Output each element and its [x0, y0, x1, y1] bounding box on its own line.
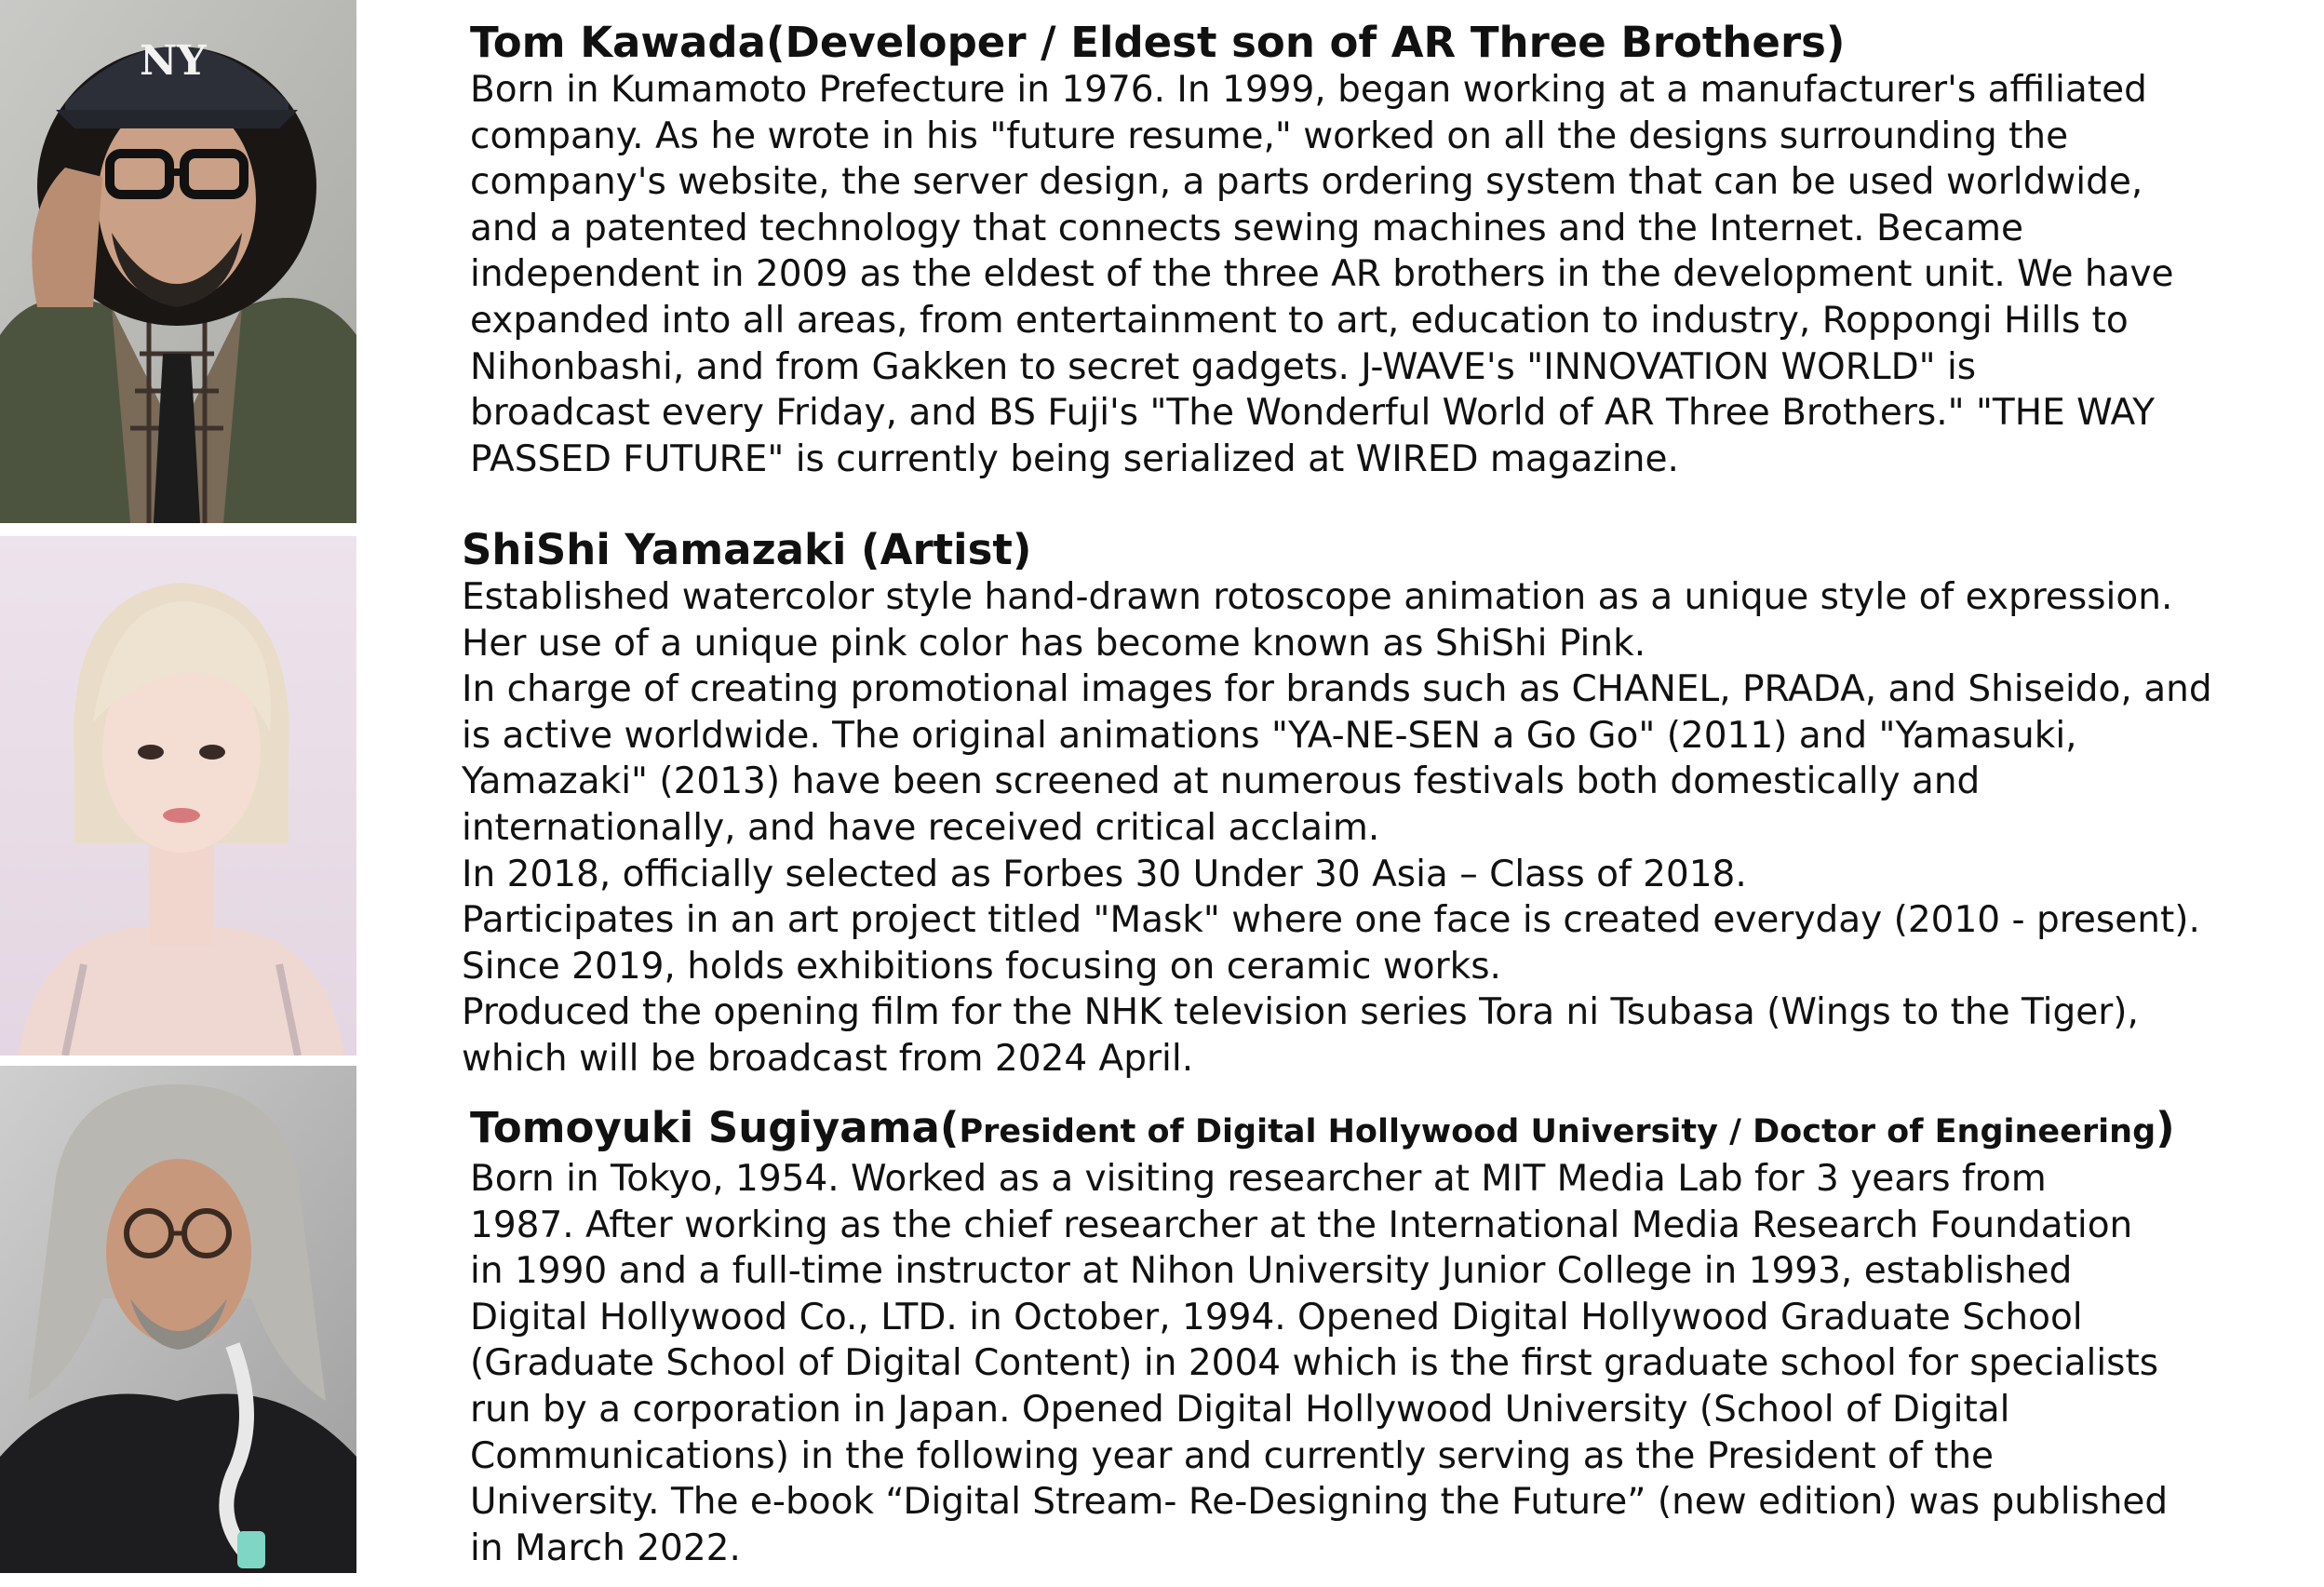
bio-line: is active worldwide. The original animations "YA-NE-SEN a Go Go" (2011) and "Yamasuki, [462, 714, 2077, 757]
profile-bio [470, 1156, 2175, 1571]
bio-line: Digital Hollywood Co., LTD. in October, 1994. Opened Digital Hollywood Graduate School [470, 1296, 2083, 1338]
profile-name [470, 1104, 2175, 1156]
bio-line: Since 2019, holds exhibitions focusing on ceramic works. [462, 945, 1501, 988]
bio-line: run by a corporation in Japan. Opened Digital Hollywood University (School of Digital [470, 1388, 2010, 1431]
bio-line: 1987. After working as the chief researcher at the International Media Research Foundation [470, 1204, 2133, 1246]
bio-line: company. As he wrote in his "future resume," worked on all the designs surrounding the [470, 114, 2069, 157]
bio-line: in 1990 and a full-time instructor at Nihon University Junior College in 1993, established [470, 1250, 2073, 1293]
bio-line: University. The e-book “Digital Stream- Re-Designing the Future” (new edition) was published [470, 1481, 2169, 1524]
name-text: Tomoyuki Sugiyama( [470, 1103, 960, 1152]
bio-line: In charge of creating promotional images for brands such as CHANEL, PRADA, and Shiseido, and [462, 668, 2212, 711]
bio-line: PASSED FUTURE" is currently being serialized at WIRED magazine. [470, 437, 1679, 480]
bio-line: In 2018, officially selected as Forbes 30 Under 30 Asia – Class of 2018. [462, 853, 1747, 895]
portrait-photo-icon [0, 0, 356, 523]
bio-line: and a patented technology that connects sewing machines and the Internet. Became [470, 207, 2024, 249]
shishi-yamazaki-photo [0, 536, 356, 1056]
bio-line: Established watercolor style hand-drawn rotoscope animation as a unique style of expression. [462, 576, 2173, 618]
profile-tomoyuki-sugiyama [470, 1104, 2175, 1571]
bio-line: which will be broadcast from 2024 April. [462, 1037, 1194, 1080]
profile-name [462, 526, 2212, 574]
portrait-photo-icon [0, 1066, 356, 1573]
bio-line: independent in 2009 as the eldest of the three AR brothers in the development unit. We have [470, 253, 2174, 296]
role-text: (Developer / Eldest son of AR Three Brothers) [765, 18, 1846, 67]
bio-line: Produced the opening film for the NHK television series Tora ni Tsubasa (Wings to the Tiger), [462, 991, 2139, 1034]
bio-line: Born in Kumamoto Prefecture in 1976. In 1999, began working at a manufacturer's affiliated [470, 69, 2147, 111]
bio-line: (Graduate School of Digital Content) in 2004 which is the first graduate school for specialists [470, 1342, 2159, 1385]
bio-line: Participates in an art project titled "Mask" where one face is created everyday (2010 - present). [462, 899, 2200, 942]
profile-name [470, 19, 2174, 67]
name-text: ShiShi Yamazaki (Artist) [462, 525, 1032, 574]
portrait-photo-icon [0, 536, 356, 1056]
name-text: Tom Kawada [470, 18, 766, 67]
bio-line: Communications) in the following year and currently serving as the President of the [470, 1434, 1995, 1477]
role-close-text: ) [2156, 1103, 2175, 1152]
bio-line: expanded into all areas, from entertainment to art, education to industry, Roppongi Hills to [470, 299, 2129, 342]
role-text: President of Digital Hollywood University / Doctor of Engineering [959, 1113, 2156, 1150]
profile-shishi-yamazaki [462, 526, 2212, 1083]
profile-bio [462, 574, 2212, 1083]
bio-line: Her use of a unique pink color has become known as ShiShi Pink. [462, 622, 1646, 665]
bio-line: internationally, and have received critical acclaim. [462, 806, 1380, 849]
bio-line: Nihonbashi, and from Gakken to secret gadgets. J-WAVE's "INNOVATION WORLD" is [470, 345, 1977, 388]
svg-text:NY: NY [140, 37, 207, 85]
profile-bio [470, 67, 2174, 482]
tom-kawada-photo [0, 0, 356, 523]
bio-line: broadcast every Friday, and BS Fuji's "The Wonderful World of AR Three Brothers." "THE WAY [470, 392, 2156, 435]
bio-line: Yamazaki" (2013) have been screened at numerous festivals both domestically and [462, 760, 1981, 803]
bio-line: in March 2022. [470, 1526, 741, 1569]
bio-line: company's website, the server design, a parts ordering system that can be used worldwide, [470, 161, 2143, 204]
tomoyuki-sugiyama-photo [0, 1066, 356, 1573]
bio-line: Born in Tokyo, 1954. Worked as a visiting researcher at MIT Media Lab for 3 years from [470, 1158, 2047, 1200]
profile-tom-kawada [470, 19, 2174, 482]
